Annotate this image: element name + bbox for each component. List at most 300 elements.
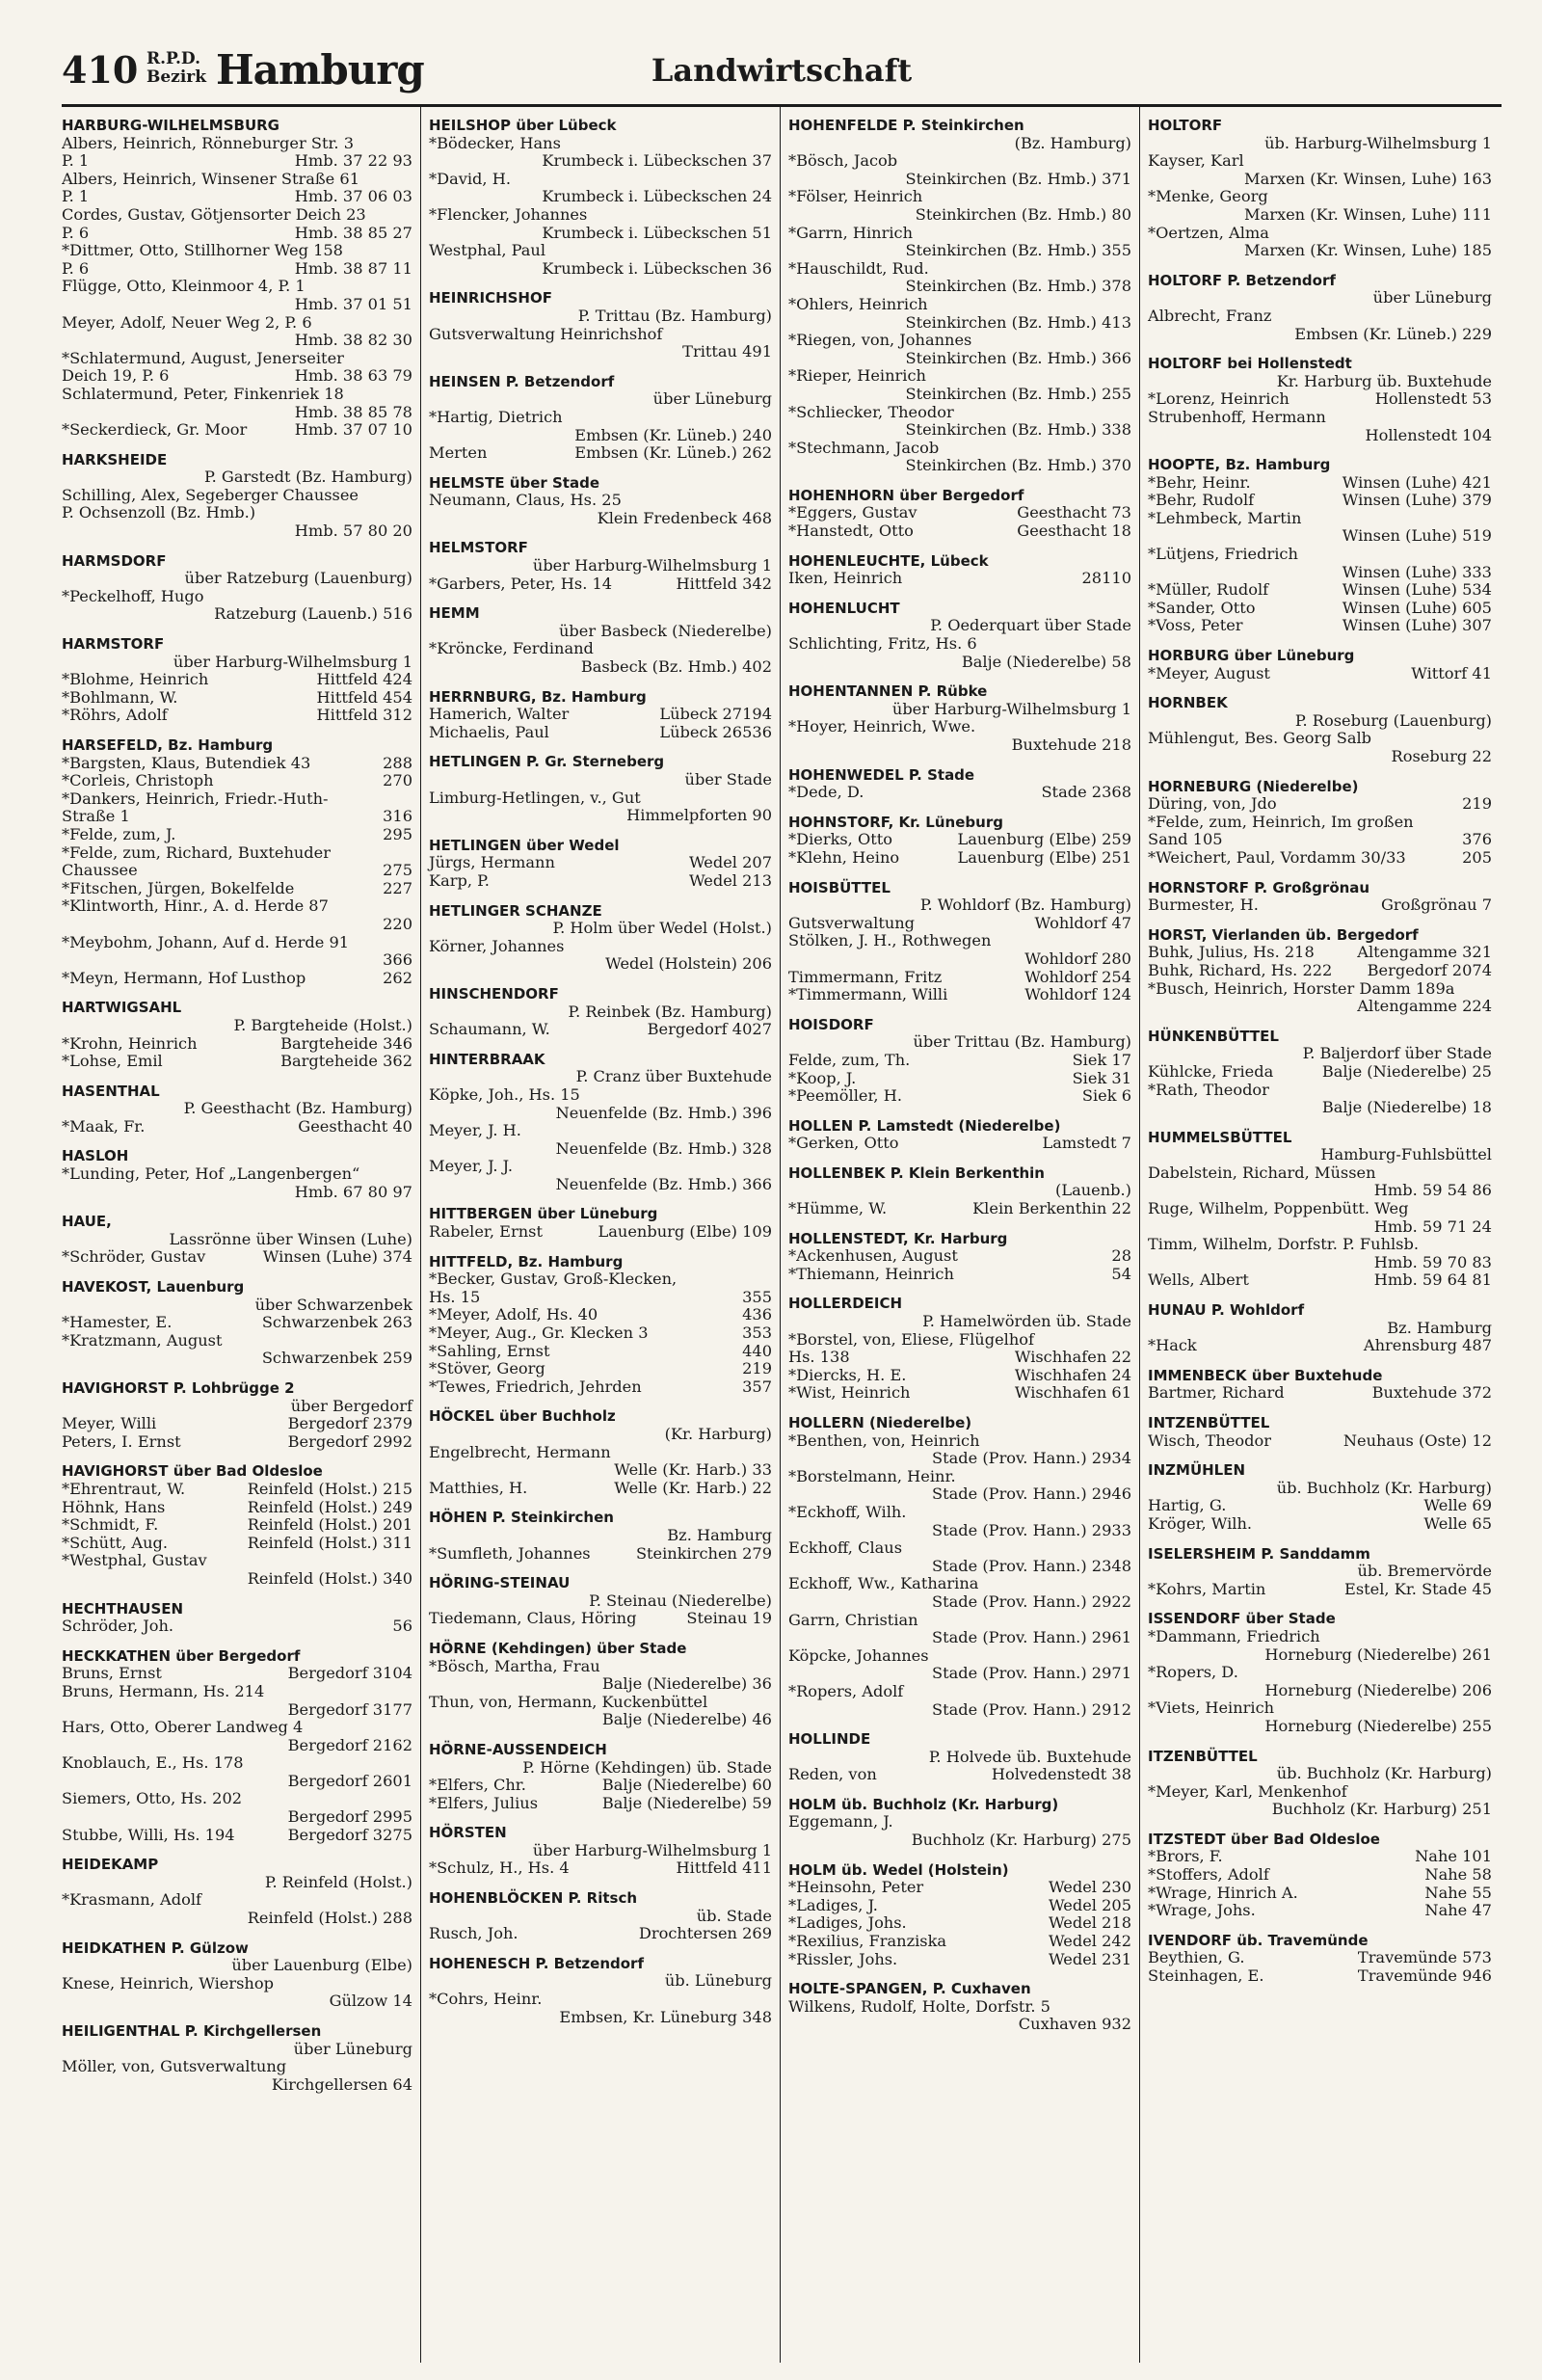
postal-location: P. Reinbek (Bz. Hamburg) (568, 1002, 772, 1021)
listing-line (1148, 546, 1492, 564)
listing-line (62, 242, 412, 260)
listing-name: *Ladiges, Johs. (788, 1913, 907, 1933)
place-name: HORNBEK (1148, 694, 1228, 712)
listing-phone: Lauenburg (Elbe) 251 (957, 847, 1131, 867)
listing-name: *Schütt, Aug. (62, 1533, 169, 1552)
listing-name: *Oertzen, Alma (1148, 223, 1269, 242)
listing-phone: 54 (1111, 1264, 1131, 1283)
listing-line (62, 1992, 412, 2011)
listing-phone: Hittfeld 411 (676, 1859, 772, 1878)
listing-line (62, 1332, 412, 1350)
listing-name: *Stechmann, Jacob (788, 438, 940, 457)
listing-line (788, 440, 1131, 458)
listing-line (62, 934, 412, 952)
listing-phone: Bergedorf 4027 (647, 1020, 772, 1039)
place-name: HERRNBURG, Bz. Hamburg (429, 687, 647, 706)
listing-line (788, 296, 1131, 314)
place-entry (788, 814, 1131, 868)
place-entry (788, 1016, 1131, 1106)
listing-line (429, 1343, 772, 1361)
listing-phone: Wedel 207 (688, 853, 772, 872)
listing-phone: Embsen (Kr. Lüneb.) 262 (574, 443, 772, 463)
district-city: Hamburg (216, 46, 424, 94)
listing-line (1148, 1099, 1492, 1117)
listing-phone: Hmb. 59 54 86 (1373, 1181, 1492, 1200)
listing-name: Flügge, Otto, Kleinmoor 4, P. 1 (62, 277, 306, 296)
listing-phone: Nahe 101 (1415, 1847, 1492, 1866)
listing-name: *Thiemann, Heinrich (788, 1264, 954, 1283)
listing-line (429, 1658, 772, 1676)
listing-line (429, 658, 772, 677)
listing-name: *Rath, Theodor (1148, 1080, 1269, 1099)
place-entry (429, 1509, 772, 1563)
listing-line (62, 1314, 412, 1332)
listing-phone: Krumbeck i. Lübeckschen 37 (542, 151, 772, 171)
listing-phone: 275 (383, 861, 412, 880)
place-name: HEILSHOP über Lübeck (429, 117, 617, 134)
place-entry (788, 879, 1131, 1004)
listing-line (429, 1545, 772, 1564)
listing-phone: Hmb. 38 85 27 (294, 223, 412, 242)
postal-location: üb. Buchholz (Kr. Harburg) (1276, 1764, 1492, 1783)
listing-name: *Dammann, Friedrich (1148, 1626, 1320, 1645)
postal-location: über Ratzeburg (Lauenburg) (184, 569, 412, 588)
place-entry (429, 1640, 772, 1729)
postal-location: über Lüneburg (1372, 288, 1492, 308)
listing-name: Steinhagen, E. (1148, 1966, 1264, 1986)
listing-name: Köpke, Joh., Hs. 15 (429, 1084, 580, 1104)
listing-name: *Maak, Fr. (62, 1116, 146, 1136)
listing-line (1148, 409, 1492, 427)
listing-name: *Wist, Heinrich (788, 1383, 911, 1403)
listing-line (788, 457, 1131, 475)
place-name: HOHENESCH P. Betzendorf (429, 1954, 644, 1972)
listing-line (429, 260, 772, 279)
listing-phone: Steinkirchen (Bz. Hmb.) 255 (905, 384, 1131, 403)
listing-name: *Hoyer, Heinrich, Wwe. (788, 717, 976, 736)
place-name: HOHENLUCHT (788, 599, 900, 617)
place-name: HOLTE-SPANGEN, P. Cuxhaven (788, 1980, 1031, 1998)
listing-phone: Hollenstedt 53 (1374, 389, 1492, 409)
listing-line (788, 1832, 1131, 1850)
listing-line (62, 367, 412, 386)
listing-line (1148, 1866, 1492, 1885)
listing-phone: Hmb. 37 07 10 (294, 420, 412, 440)
listing-line (788, 1683, 1131, 1701)
listing-line (788, 1575, 1131, 1593)
listing-phone: Stade (Prov. Hann.) 2933 (932, 1520, 1131, 1539)
listing-name: *Lohse, Emil (62, 1052, 163, 1071)
place-entry (429, 117, 772, 278)
listing-name: *Klehn, Heino (788, 847, 900, 867)
listing-line (62, 188, 412, 206)
place-name: IMMENBECK über Buxtehude (1148, 1366, 1383, 1384)
place-entry (788, 1861, 1131, 1969)
place-name: HOISBÜTTEL (788, 878, 891, 896)
listing-line (788, 350, 1131, 368)
listing-name: Albers, Heinrich, Rönneburger Str. 3 (62, 133, 355, 152)
listing-phone: Neuenfelde (Bz. Hmb.) 328 (555, 1138, 772, 1158)
listing-phone: Embsen (Kr. Lüneb.) 229 (1294, 324, 1492, 343)
listing-line (62, 260, 412, 279)
listing-name: *Hauschildt, Rud. (788, 258, 929, 278)
listing-phone: Stade (Prov. Hann.) 2348 (932, 1556, 1131, 1575)
listing-name: Bruns, Ernst (62, 1664, 162, 1683)
listing-line (788, 654, 1131, 672)
listing-line (62, 772, 412, 790)
place-name: HÖRSTEN (429, 1824, 507, 1842)
listing-name: *Ladiges, J. (788, 1895, 878, 1914)
listing-line (62, 152, 412, 171)
listing-name: Schilling, Alex, Segeberger Chaussee (62, 485, 359, 504)
listing-line (62, 862, 412, 880)
listing-line (788, 206, 1131, 225)
listing-line (62, 1499, 412, 1517)
listing-phone: Welle (Kr. Harb.) 33 (614, 1460, 772, 1480)
place-name: HECHTHAUSEN (62, 1599, 184, 1618)
directory-column (781, 107, 1140, 2363)
listing-line (1148, 152, 1492, 171)
listing-name: *Eggers, Gustav (788, 503, 917, 522)
place-entry (1148, 1545, 1492, 1599)
listing-phone: Wohldorf 124 (1024, 985, 1131, 1004)
listing-line (429, 1289, 772, 1307)
place-name: HARMSTORF (62, 635, 165, 654)
place-name: HEINRICHSHOF (429, 289, 552, 308)
place-name: HOLM üb. Buchholz (Kr. Harburg) (788, 1795, 1059, 1813)
listing-phone: Winsen (Luhe) 519 (1342, 526, 1492, 546)
listing-name: Beythien, G. (1148, 1948, 1245, 1967)
listing-name: Deich 19, P. 6 (62, 366, 170, 386)
listing-name: *Lütjens, Friedrich (1148, 545, 1298, 564)
listing-line (62, 504, 412, 522)
listing-line (62, 1570, 412, 1589)
listing-phone: Winsen (Luhe) 605 (1342, 598, 1492, 617)
listing-line (788, 1539, 1131, 1558)
listing-name: Hars, Otto, Oberer Landweg 4 (62, 1718, 304, 1737)
place-entry (788, 487, 1131, 541)
listing-name: *Ropers, Adolf (788, 1681, 904, 1700)
listing-phone: Steinkirchen (Bz. Hmb.) 371 (905, 169, 1131, 188)
listing-line (1148, 831, 1492, 849)
listing-line (62, 206, 412, 225)
place-entry (429, 1407, 772, 1497)
listing-phone: 376 (1462, 830, 1492, 849)
listing-line (788, 1933, 1131, 1951)
listing-line (1148, 1337, 1492, 1355)
listing-line (429, 510, 772, 528)
listing-phone: Lübeck 27194 (659, 705, 772, 724)
place-entry (62, 1939, 412, 2011)
listing-name: *Peemöller, H. (788, 1086, 902, 1106)
listing-line (788, 504, 1131, 522)
listing-phone: Welle 65 (1423, 1513, 1492, 1533)
place-entry (429, 289, 772, 361)
listing-phone: Horneburg (Niederelbe) 255 (1264, 1716, 1492, 1735)
listing-phone: Balje (Niederelbe) 46 (601, 1710, 772, 1729)
place-entry (1148, 117, 1492, 260)
listing-phone: Steinkirchen (Bz. Hmb.) 338 (905, 420, 1131, 440)
listing-name: *Rexilius, Franziska (788, 1932, 947, 1951)
listing-line (1148, 1885, 1492, 1903)
listing-line (429, 1444, 772, 1462)
listing-name: Knese, Heinrich, Wiershop (62, 1973, 274, 1992)
listing-line (429, 1378, 772, 1397)
place-entry (429, 1741, 772, 1812)
listing-line (62, 1808, 412, 1827)
listing-line (788, 1766, 1131, 1784)
listing-name: Matthies, H. (429, 1478, 528, 1497)
listing-phone: 227 (383, 878, 412, 897)
place-name: HINTERBRAAK (429, 1050, 545, 1068)
place-name: HOLLINDE (788, 1730, 871, 1749)
listing-line (429, 1925, 772, 1943)
listing-line (788, 522, 1131, 541)
listing-line (788, 635, 1131, 654)
listing-line (429, 1270, 772, 1289)
listing-phone: Bergedorf 2379 (287, 1414, 412, 1433)
listing-phone: Bergedorf 2995 (287, 1807, 412, 1827)
postal-location: (Kr. Harburg) (664, 1425, 772, 1443)
listing-name: Burmester, H. (1148, 896, 1259, 915)
listing-line (788, 932, 1131, 950)
listing-line (1148, 188, 1492, 206)
listing-name: *Meyer, Karl, Menkenhof (1148, 1781, 1347, 1801)
listing-phone: Hollenstedt 104 (1365, 425, 1492, 444)
listing-line (62, 671, 412, 689)
listing-line (788, 831, 1131, 849)
listing-line (788, 1266, 1131, 1284)
listing-name: *Garrn, Hinrich (788, 223, 913, 242)
listing-name: Schlatermund, Peter, Finkenriek 18 (62, 384, 344, 403)
place-name: HÖCKEL über Buchholz (429, 1407, 616, 1426)
listing-name: Timmermann, Fritz (788, 967, 943, 986)
place-name: HOHENFELDE P. Steinkirchen (788, 117, 1024, 134)
listing-name: *Stöver, Georg (429, 1359, 545, 1378)
listing-name: Eggemann, J. (788, 1812, 893, 1832)
listing-line (429, 225, 772, 243)
listing-name: *David, H. (429, 169, 511, 188)
listing-line (788, 1200, 1131, 1218)
place-name: INZMÜHLEN (1148, 1461, 1246, 1480)
place-entry (788, 1980, 1131, 2034)
listing-phone: Bergedorf 3275 (287, 1825, 412, 1844)
listing-line (788, 849, 1131, 868)
listing-name: *Fölser, Heinrich (788, 187, 923, 206)
place-entry (62, 999, 412, 1070)
listing-name: Neumann, Claus, Hs. 25 (429, 491, 622, 510)
listing-phone: Reinfeld (Holst.) 201 (247, 1515, 412, 1535)
place-entry (62, 736, 412, 987)
listing-name: *Peckelhoff, Hugo (62, 586, 204, 605)
postal-location: über Lüneburg (293, 2039, 412, 2058)
listing-line (62, 1535, 412, 1553)
listing-name: Bruns, Hermann, Hs. 214 (62, 1681, 265, 1700)
place-entry (1148, 1129, 1492, 1290)
listing-phone: Lauenburg (Elbe) 109 (598, 1222, 772, 1242)
postal-location: üb. Stade (696, 1906, 772, 1925)
listing-line (788, 1247, 1131, 1266)
listing-line (62, 421, 412, 440)
page-number: 410 (62, 48, 139, 92)
listing-line (62, 386, 412, 404)
listing-phone: Hmb. 59 71 24 (1373, 1217, 1492, 1236)
listing-line (1148, 527, 1492, 546)
listing-phone: Steinkirchen (Bz. Hmb.) 413 (905, 312, 1131, 332)
listing-phone: Wohldorf 47 (1034, 913, 1131, 932)
listing-phone: 436 (742, 1305, 772, 1324)
place-entry (62, 1147, 412, 1201)
listing-phone: Wedel 213 (688, 870, 772, 890)
listing-phone: Winsen (Luhe) 534 (1342, 580, 1492, 600)
place-name: HOHENBLÖCKEN P. Ritsch (429, 1889, 638, 1908)
listing-line (1148, 242, 1492, 260)
place-name: HOLTORF bei Hollenstedt (1148, 355, 1352, 373)
listing-line (429, 1991, 772, 2009)
listing-name: *Bargsten, Klaus, Butendiek 43 (62, 753, 311, 772)
listing-name: *Meyer, Aug., Gr. Klecken 3 (429, 1324, 649, 1343)
listing-line (788, 1468, 1131, 1486)
listing-name: *Ackenhusen, August (788, 1246, 958, 1266)
postal-location: P. Roseburg (Lauenburg) (1294, 710, 1492, 730)
listing-line (429, 789, 772, 808)
listing-name: Iken, Heinrich (788, 569, 903, 588)
district-label-line1: R.P.D. (146, 49, 200, 68)
listing-line (788, 1647, 1131, 1666)
listing-line (1148, 308, 1492, 326)
postal-location: über Harburg-Wilhelmsburg 1 (173, 652, 412, 671)
listing-phone: Buchholz (Kr. Harburg) 251 (1271, 1800, 1492, 1819)
listing-line (429, 427, 772, 445)
place-name: HOLLENBEK P. Klein Berkenthin (788, 1163, 1045, 1182)
listing-name: *Weichert, Paul, Vordamm 30/33 (1148, 847, 1406, 867)
listing-name: Thun, von, Hermann, Kuckenbüttel (429, 1692, 708, 1711)
listing-phone: Steinkirchen (Bz. Hmb.) 366 (905, 348, 1131, 367)
listing-name: Peters, I. Ernst (62, 1431, 181, 1451)
listing-line (788, 2016, 1131, 2034)
listing-name: Reden, von (788, 1765, 877, 1784)
listing-name: *Hack (1148, 1336, 1197, 1355)
place-name: HORBURG über Lüneburg (1148, 647, 1355, 665)
listing-line (62, 135, 412, 153)
listing-line (788, 278, 1131, 296)
listing-line (1148, 492, 1492, 510)
listing-line (788, 260, 1131, 279)
listing-line (788, 1701, 1131, 1720)
listing-name: P. 6 (62, 258, 90, 278)
place-entry (1148, 1461, 1492, 1533)
listing-name: Hamerich, Walter (429, 705, 570, 724)
listing-line (788, 188, 1131, 206)
listing-name: Schröder, Joh. (62, 1617, 174, 1636)
listing-phone: Travemünde 573 (1357, 1948, 1492, 1967)
listing-name: *Meybohm, Johann, Auf d. Herde 91 (62, 932, 350, 951)
listing-line (429, 575, 772, 594)
listing-phone: Balje (Niederelbe) 59 (601, 1793, 772, 1812)
place-entry (1148, 778, 1492, 868)
listing-line (1148, 980, 1492, 999)
listing-phone: 262 (383, 968, 412, 987)
postal-location: über Schwarzenbek (254, 1295, 412, 1314)
listing-name: *Heinsohn, Peter (788, 1878, 924, 1897)
place-name: HAVIGHORST über Bad Oldesloe (62, 1462, 323, 1481)
listing-phone: Winsen (Luhe) 333 (1342, 562, 1492, 581)
listing-phone: Neuenfelde (Bz. Hmb.) 396 (555, 1103, 772, 1122)
listing-phone: Balje (Niederelbe) 25 (1321, 1061, 1492, 1081)
listing-phone: Reinfeld (Holst.) 311 (247, 1533, 412, 1552)
listing-phone: Cuxhaven 932 (1018, 2015, 1131, 2034)
place-entry (429, 1574, 772, 1628)
postal-location: P. Baljerdorf über Stade (1302, 1044, 1492, 1063)
listing-line (788, 1504, 1131, 1522)
listing-phone: Schwarzenbek 259 (261, 1349, 412, 1368)
listing-phone: Marxen (Kr. Winsen, Luhe) 163 (1244, 169, 1492, 188)
listing-line (1148, 896, 1492, 915)
listing-name: Meyer, Adolf, Neuer Weg 2, P. 6 (62, 312, 312, 332)
listing-name: *Tewes, Friedrich, Jehrden (429, 1377, 642, 1396)
listing-line (429, 1461, 772, 1480)
listing-name: *Wrage, Hinrich A. (1148, 1883, 1298, 1902)
listing-phone: Hittfeld 424 (316, 670, 412, 689)
listing-phone: Hmb. 38 85 78 (294, 402, 412, 421)
listing-line (62, 1053, 412, 1071)
listing-name: *Benthen, von, Heinrich (788, 1431, 980, 1450)
place-entry (62, 1083, 412, 1137)
place-name: HEIDKATHEN P. Gülzow (62, 1939, 249, 1957)
directory-column (421, 107, 781, 2363)
listing-name: *Brors, F. (1148, 1847, 1223, 1866)
place-name: HARMSDORF (62, 551, 167, 570)
place-entry (62, 2022, 412, 2094)
listing-name: *Garbers, Peter, Hs. 14 (429, 574, 613, 593)
listing-line (62, 314, 412, 333)
listing-name: *Klintworth, Hinr., A. d. Herde 87 (62, 896, 329, 916)
listing-phone: Ratzeburg (Lauenb.) 516 (214, 604, 412, 624)
listing-name: *Dittmer, Otto, Stillhorner Weg 158 (62, 241, 343, 260)
listing-line (788, 1432, 1131, 1451)
listing-phone: Stade (Prov. Hann.) 2934 (932, 1449, 1131, 1468)
place-entry (429, 539, 772, 593)
place-entry (62, 1462, 412, 1588)
listing-name: Limburg-Hetlingen, v., Gut (429, 788, 641, 807)
place-entry (788, 1414, 1131, 1719)
listing-name: *Diercks, H. E. (788, 1365, 907, 1384)
listing-line (429, 444, 772, 463)
listing-line (62, 1891, 412, 1910)
place-name: HASENTHAL (62, 1082, 160, 1100)
listing-name: *Blohme, Heinrich (62, 670, 209, 689)
listing-phone: Hmb. 38 82 30 (294, 331, 412, 350)
listing-line (788, 1813, 1131, 1832)
listing-line (62, 1552, 412, 1570)
postal-location: Bz. Hamburg (1387, 1318, 1492, 1337)
listing-line (788, 1897, 1131, 1915)
listing-phone: Buchholz (Kr. Harburg) 275 (911, 1831, 1131, 1850)
listing-name: *Rieper, Heinrich (788, 366, 926, 386)
listing-phone: Stade 2368 (1041, 783, 1131, 802)
listing-line (429, 171, 772, 189)
listing-line (1148, 1783, 1492, 1802)
listing-line (1148, 1515, 1492, 1534)
postal-location: üb. Harburg-Wilhelmsburg 1 (1264, 133, 1492, 152)
place-entry (788, 1164, 1131, 1218)
place-name: HOLM üb. Wedel (Holstein) (788, 1860, 1009, 1879)
listing-line (62, 1516, 412, 1535)
listing-name: *Sander, Otto (1148, 598, 1256, 617)
listing-line (1148, 171, 1492, 189)
listing-name: *Borstel, von, Eliese, Flügelhof (788, 1329, 1034, 1349)
listing-line (429, 1122, 772, 1140)
